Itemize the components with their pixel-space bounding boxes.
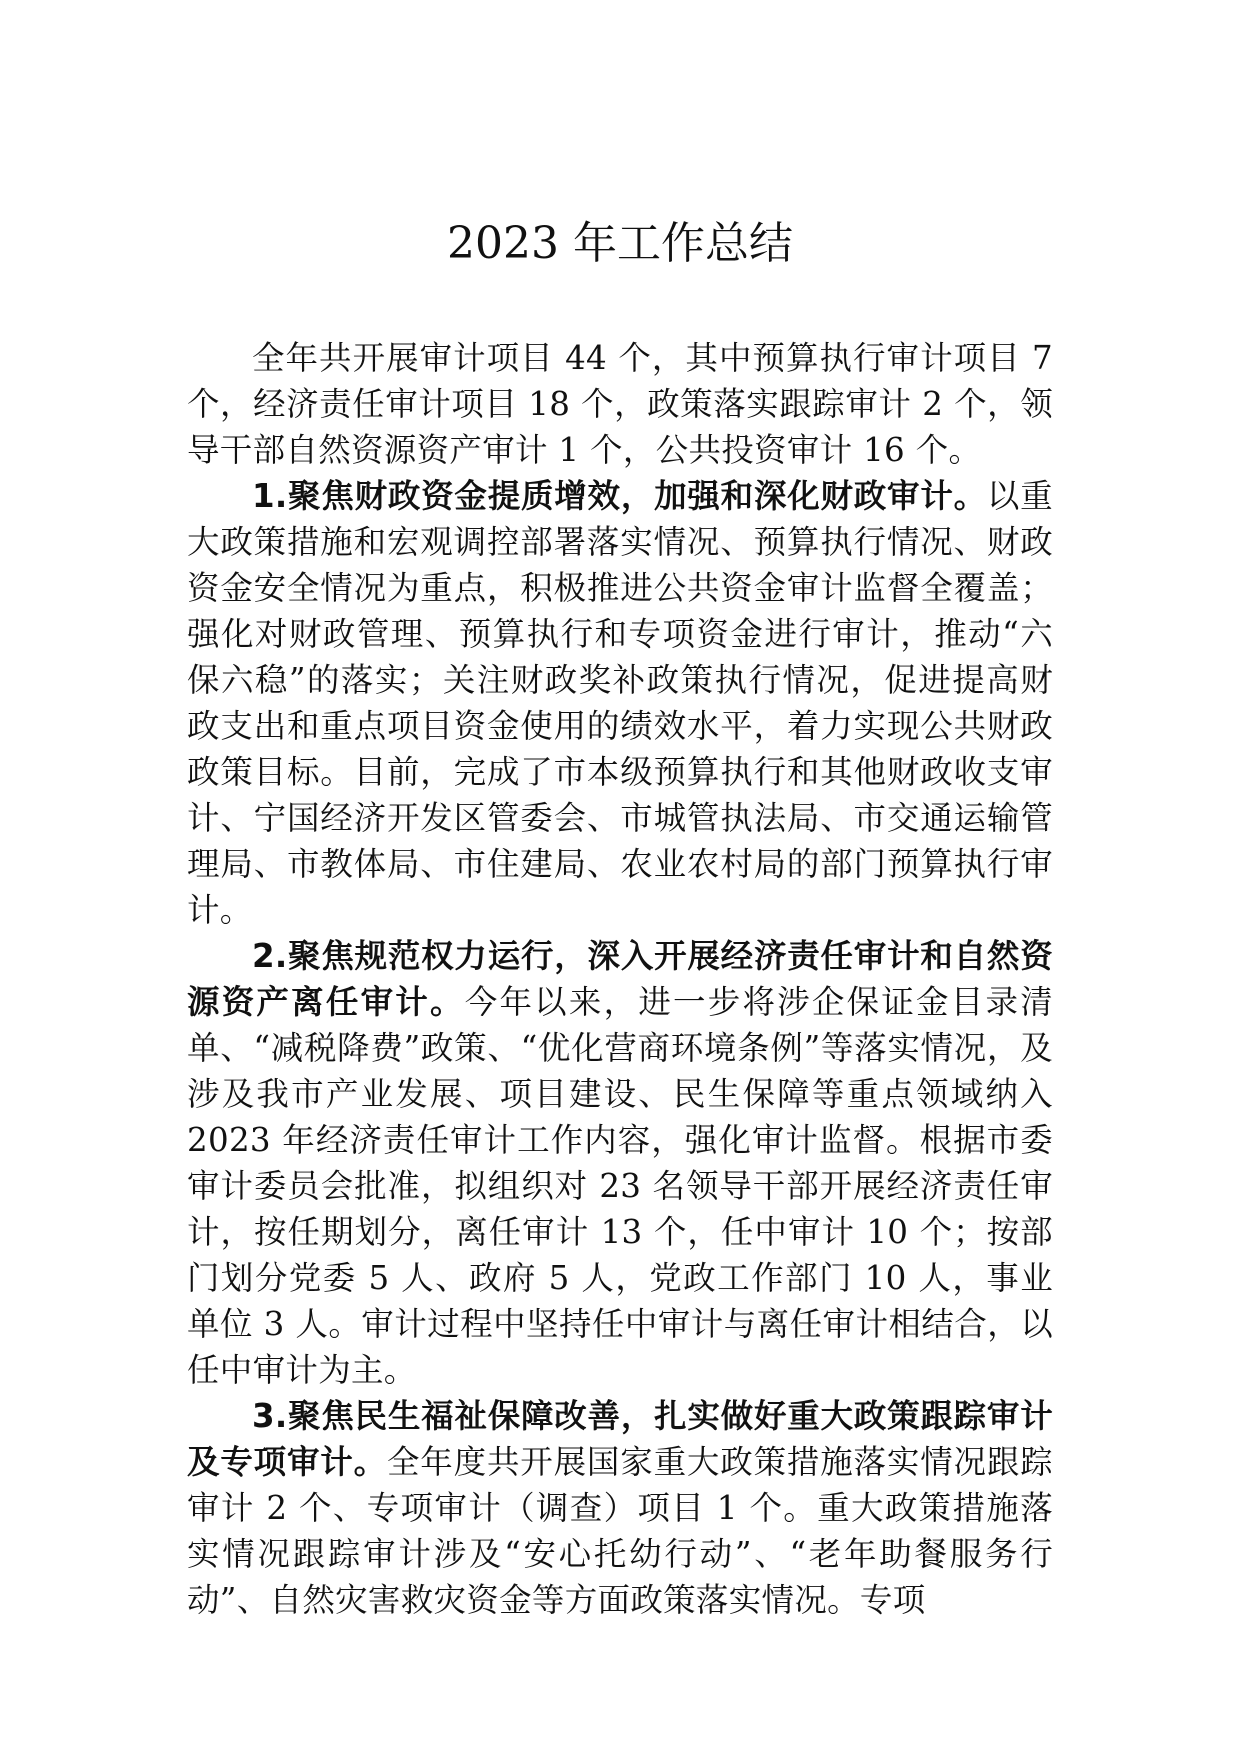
section-text-2: 今年以来，进一步将涉企保证金目录清单、“减税降费”政策、“优化营商环境条例”等落实情况，及涉及我市产业发展、项目建设、民生保障等重点领域纳入 2023 年经济责任审计工作内容，强化审计监督。根据市委审计委员会批准，拟组织对 23 名领导干部开展经济责任审计，按任期划分，离任审计 13 个，任中审计 10 个；按部门划分党委 5 人、政府 5 人，党政工作部门 10 人，事业单位 3 人。审计过程中坚持任中审计与离任审计相结合，以任中审计为主。 (187, 983, 1053, 1389)
intro-paragraph: 全年共开展审计项目 44 个，其中预算执行审计项目 7 个，经济责任审计项目 18 个，政策落实跟踪审计 2 个，领导干部自然资源资产审计 1 个，公共投资审计 16 个。 (187, 339, 1053, 469)
document-body (187, 335, 1053, 1623)
section-paragraph-1 (187, 473, 1053, 933)
section-paragraph-2 (187, 933, 1053, 1393)
section-heading-3: 3.聚焦民生福祉保障改善，扎实做好重大政策跟踪审计及专项审计。 (187, 1397, 1053, 1481)
section-heading-2: 2.聚焦规范权力运行，深入开展经济责任审计和自然资源资产离任审计。 (187, 937, 1053, 1021)
document-title: 2023 年工作总结 (447, 218, 793, 269)
section-text-3: 全年度共开展国家重大政策措施落实情况跟踪审计 2 个、专项审计（调查）项目 1 个。重大政策措施落实情况跟踪审计涉及“安心托幼行动”、“老年助餐服务行动”、自然灾害救灾资金等方面政策落实情况。专项 (187, 1443, 1053, 1619)
section-text-1: 以重大政策措施和宏观调控部署落实情况、预算执行情况、财政资金安全情况为重点，积极推进公共资金审计监督全覆盖；强化对财政管理、预算执行和专项资金进行审计，推动“六保六稳”的落实；关注财政奖补政策执行情况，促进提高财政支出和重点项目资金使用的绩效水平，着力实现公共财政政策目标。目前，完成了市本级预算执行和其他财政收支审计、宁国经济开发区管委会、市城管执法局、市交通运输管理局、市教体局、市住建局、农业农村局的部门预算执行审计。 (187, 477, 1053, 929)
section-heading-1: 1.聚焦财政资金提质增效，加强和深化财政审计。 (252, 477, 987, 515)
section-paragraph-3 (187, 1393, 1053, 1623)
